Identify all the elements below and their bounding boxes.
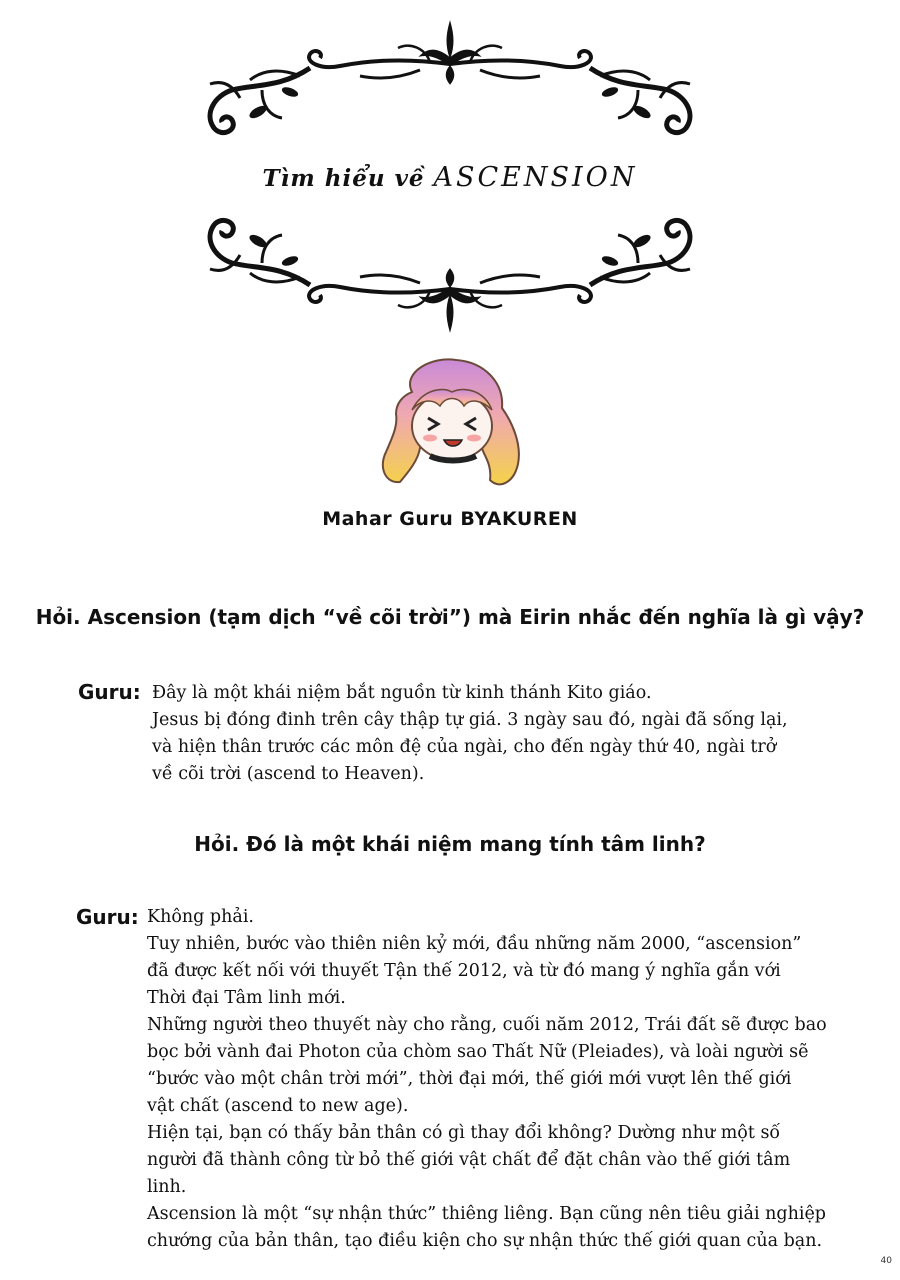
answer-2-line: người đã thành công từ bỏ thế giới vật chất để đặt chân vào thế giới tâm	[147, 1150, 791, 1170]
answer-1-line: Jesus bị đóng đinh trên cây thập tự giá. 3 ngày sau đó, ngài đã sống lại,	[152, 710, 788, 730]
answer-2-line: “bước vào một chân trời mới”, thời đại mới, thế giới mới vượt lên thế giới	[147, 1069, 792, 1089]
answer-1	[152, 680, 788, 788]
page-number: 40	[880, 1256, 892, 1266]
page-title	[0, 162, 900, 193]
answer-2-line: chướng của bản thân, tạo điều kiện cho sự nhận thức thế giới quan của bạn.	[147, 1231, 823, 1251]
answer-2-label: Guru:	[76, 905, 139, 929]
answer-2	[147, 904, 827, 1255]
title-main: ASCENSION	[433, 162, 638, 193]
title-prefix: Tìm hiểu về	[262, 165, 425, 192]
answer-1-line: và hiện thân trước các môn đệ của ngài, cho đến ngày thứ 40, ngài trở	[152, 737, 777, 757]
answer-2-line: Những người theo thuyết này cho rằng, cuối năm 2012, Trái đất sẽ được bao	[147, 1015, 827, 1035]
answer-1-label: Guru:	[78, 680, 141, 704]
bottom-ornament	[0, 215, 900, 335]
answer-2-line: Tuy nhiên, bước vào thiên niên kỷ mới, đầu những năm 2000, “ascension”	[147, 934, 802, 954]
top-ornament	[0, 18, 900, 138]
question-1: Hỏi. Ascension (tạm dịch “về cõi trời”) mà Eirin nhắc đến nghĩa là gì vậy?	[35, 605, 865, 629]
answer-2-line: Thời đại Tâm linh mới.	[147, 988, 346, 1008]
guru-avatar	[372, 352, 528, 494]
answer-2-line: đã được kết nối với thuyết Tận thế 2012, và từ đó mang ý nghĩa gắn với	[147, 961, 781, 981]
answer-2-line: Ascension là một “sự nhận thức” thiêng liêng. Bạn cũng nên tiêu giải nghiệp	[147, 1204, 827, 1224]
answer-2-line: bọc bởi vành đai Photon của chòm sao Thất Nữ (Pleiades), và loài người sẽ	[147, 1042, 809, 1062]
question-2: Hỏi. Đó là một khái niệm mang tính tâm linh?	[194, 832, 706, 856]
answer-2-line: Không phải.	[147, 907, 254, 927]
answer-2-line: linh.	[147, 1177, 187, 1197]
answer-1-line: Đây là một khái niệm bắt nguồn từ kinh thánh Kito giáo.	[152, 683, 652, 703]
answer-2-line: vật chất (ascend to new age).	[147, 1096, 409, 1116]
guru-name: Mahar Guru BYAKUREN	[322, 508, 578, 530]
answer-1-line: về cõi trời (ascend to Heaven).	[152, 764, 425, 784]
answer-2-line: Hiện tại, bạn có thấy bản thân có gì thay đổi không? Dường như một số	[147, 1123, 781, 1143]
